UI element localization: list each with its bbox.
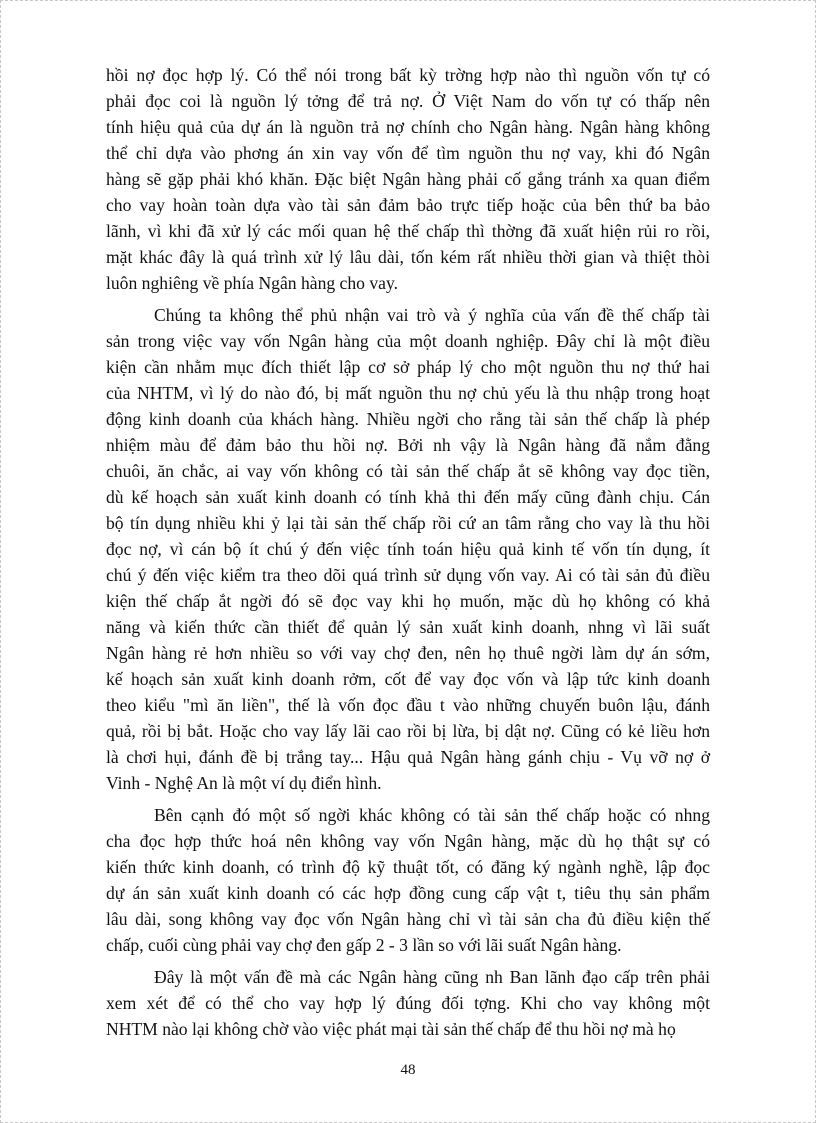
- text-line: dù kế hoạch sản xuất kinh doanh có tính khả thi đến mấy cũng đành chịu. Cán: [106, 487, 710, 507]
- page-number: 48: [400, 1062, 416, 1078]
- paragraph: [106, 62, 710, 296]
- text-line: của NHTM, vì lý do nào đó, bị mất nguồn thu nợ chủ yếu là thu nhập trong hoạt: [106, 383, 710, 403]
- document-body: [106, 62, 710, 1042]
- text-line: bộ tín dụng nhiều khi ỷ lại tài sản thế chấp rồi cứ an tâm rằng cho vay là thu hồi: [106, 513, 710, 533]
- text-line: chấp, cuối cùng phải vay chợ đen gấp 2 - 3 lần so với lãi suất Ngân hàng.: [106, 935, 622, 955]
- text-line: năng và kiến thức cần thiết để quản lý sản xuất kinh doanh, nhng vì lãi suất: [106, 617, 710, 637]
- text-line: đọc nợ, vì cán bộ ít chú ý đến việc tính toán hiệu quả kinh tế vốn tín dụng, ít: [106, 539, 710, 559]
- text-line: nhiệm màu để đảm bảo thu hồi nợ. Bởi nh vậy là Ngân hàng đã nắm đằng: [106, 435, 710, 455]
- text-line: theo kiểu "mì ăn liền", thế là vốn đọc đầu t vào những chuyến buôn lậu, đánh: [106, 695, 710, 715]
- text-line: mặt khác đây là quá trình xử lý lâu dài, tốn kém rất nhiều thời gian và thiệt thòi: [106, 247, 710, 267]
- text-line: kiến thức kinh doanh, có trình độ kỹ thuật tốt, có đăng ký ngành nghề, lập đọc: [106, 857, 710, 877]
- text-line: hồi nợ đọc hợp lý. Có thể nói trong bất kỳ trờng hợp nào thì nguồn vốn tự có: [106, 65, 710, 85]
- text-line: chú ý đến việc kiểm tra theo dõi quá trình sử dụng vốn vay. Ai có tài sản đủ điều: [106, 565, 710, 585]
- text-line: Vinh - Nghệ An là một ví dụ điển hình.: [106, 773, 382, 793]
- text-line: Bên cạnh đó một số ngời khác không có tài sản thế chấp hoặc có nhng: [154, 805, 710, 825]
- text-line: lâu dài, song không vay đọc vốn Ngân hàng chỉ vì tài sản cha đủ điều kiện thế: [106, 909, 710, 929]
- text-line: luôn nghiêng về phía Ngân hàng cho vay.: [106, 273, 399, 293]
- text-line: NHTM nào lại không chờ vào việc phát mại tài sản thế chấp để thu hồi nợ mà họ: [106, 1019, 676, 1039]
- paragraph: [106, 802, 710, 958]
- text-line: cho vay hoàn toàn dựa vào tài sản đảm bảo trực tiếp hoặc của bên thứ ba bảo: [106, 195, 710, 215]
- text-line: xem xét để có thể cho vay hợp lý đúng đối tợng. Khi cho vay không một: [106, 993, 710, 1013]
- text-line: dự án sản xuất kinh doanh có các hợp đồng cung cấp vật t, tiêu thụ sản phẩm: [106, 883, 710, 903]
- text-line: quả, rồi bị bắt. Hoặc cho vay lấy lãi cao rồi bị lừa, bị dật nợ. Cũng có kẻ liều hơn: [106, 721, 710, 741]
- text-line: phải đọc coi là nguồn lý tởng để trả nợ. Ở Việt Nam do vốn tự có thấp nên: [106, 91, 710, 111]
- text-line: động kinh doanh của khách hàng. Nhiều ngời cho rằng tài sản thế chấp là phép: [106, 409, 710, 429]
- text-line: sản trong việc vay vốn Ngân hàng của một doanh nghiệp. Đây chỉ là một điều: [106, 331, 710, 351]
- text-line: thể chỉ dựa vào phơng án xin vay vốn để tìm nguồn thu nợ vay, khi đó Ngân: [106, 143, 710, 163]
- paragraph: [106, 302, 710, 796]
- text-line: hàng sẽ gặp phải khó khăn. Đặc biệt Ngân hàng phải cố gắng tránh xa quan điểm: [106, 169, 710, 189]
- text-line: Chúng ta không thể phủ nhận vai trò và ý nghĩa của vấn đề thế chấp tài: [154, 305, 710, 325]
- text-line: lãnh, vì khi đã xử lý các mối quan hệ thế chấp thì thờng đã xuất hiện rủi ro rồi,: [106, 221, 710, 241]
- paragraph: [106, 964, 710, 1042]
- text-line: kiện thế chấp ắt ngời đó sẽ đọc vay khi họ muốn, mặc dù họ không có khả: [106, 591, 710, 611]
- text-line: Đây là một vấn đề mà các Ngân hàng cũng nh Ban lãnh đạo cấp trên phải: [154, 967, 710, 987]
- text-line: tính hiệu quả của dự án là nguồn trả nợ chính cho Ngân hàng. Ngân hàng không: [106, 117, 710, 137]
- text-line: Ngân hàng rẻ hơn nhiều so với vay chợ đen, nên họ thuê ngời làm dự án sớm,: [106, 643, 710, 663]
- text-line: cha đọc hợp thức hoá nên không vay vốn Ngân hàng, mặc dù họ thật sự có: [106, 831, 710, 851]
- text-line: kiện cần nhằm mục đích thiết lập cơ sở pháp lý cho một nguồn thu nợ thứ hai: [106, 357, 710, 377]
- text-line: kế hoạch sản xuất kinh doanh rởm, cốt để vay đọc vốn và lập tức kinh doanh: [106, 669, 710, 689]
- text-line: là chơi hụi, đánh đề bị trắng tay... Hậu quả Ngân hàng gánh chịu - Vụ vỡ nợ ở: [106, 747, 710, 767]
- text-line: chuôi, ăn chắc, ai vay vốn không có tài sản thế chấp ắt sẽ không vay đọc tiền,: [106, 461, 710, 481]
